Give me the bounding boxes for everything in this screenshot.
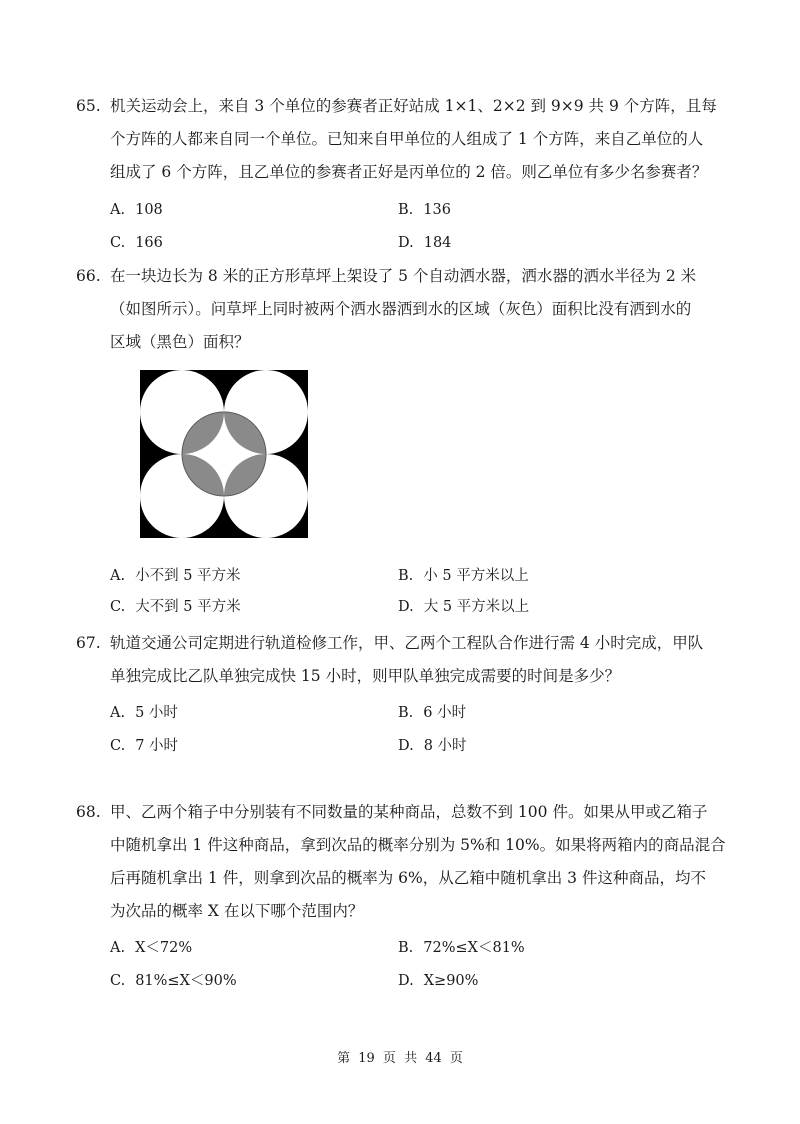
option-b[interactable]: B. 136: [398, 202, 451, 218]
question-text-line: （如图所示）。问草坪上同时被两个洒水器洒到水的区域（灰色）面积比没有洒到水的: [110, 300, 692, 318]
option-a[interactable]: A. X＜72%: [110, 940, 193, 956]
question-number: 68.: [76, 803, 101, 821]
question-text-line: 个方阵的人都来自同一个单位。已知来自甲单位的人组成了 1 个方阵，来自乙单位的人: [110, 130, 704, 148]
question-number: 65.: [76, 97, 101, 115]
question-text-line: 组成了 6 个方阵，且乙单位的参赛者正好是丙单位的 2 倍。则乙单位有多少名参赛者？: [110, 163, 708, 181]
question-text-line: 机关运动会上，来自 3 个单位的参赛者正好站成 1×1、2×2 到 9×9 共 9 个方阵，且每: [110, 97, 717, 115]
option-a[interactable]: A. 5 小时: [110, 705, 178, 721]
question-text-line: 区域（黑色）面积？: [110, 333, 250, 351]
question-text-line: 后再随机拿出 1 件，则拿到次品的概率为 6%，从乙箱中随机拿出 3 件这种商品，均不: [110, 869, 706, 887]
option-c[interactable]: C. 81%≤X＜90%: [110, 973, 237, 989]
question-number: 66.: [76, 267, 101, 285]
question-text-line: 在一块边长为 8 米的正方形草坪上架设了 5 个自动洒水器，洒水器的洒水半径为 2 米: [110, 267, 697, 285]
option-d[interactable]: D. 大 5 平方米以上: [398, 599, 530, 615]
option-b[interactable]: B. 6 小时: [398, 705, 467, 721]
option-d[interactable]: D. X≥90%: [398, 973, 479, 989]
option-a[interactable]: A. 小不到 5 平方米: [110, 568, 241, 584]
option-d[interactable]: D. 184: [398, 235, 452, 251]
question-text-line: 单独完成比乙队单独完成快 15 小时，则甲队单独完成需要的时间是多少？: [110, 667, 621, 685]
sprinkler-diagram: [140, 370, 308, 538]
question-text-line: 中随机拿出 1 件这种商品，拿到次品的概率分别为 5%和 10%。如果将两箱内的商品混合: [110, 836, 726, 854]
option-a[interactable]: A. 108: [110, 202, 163, 218]
option-c[interactable]: C. 166: [110, 235, 163, 251]
question-text-line: 为次品的概率 X 在以下哪个范围内？: [110, 902, 364, 920]
option-c[interactable]: C. 大不到 5 平方米: [110, 599, 241, 615]
option-d[interactable]: D. 8 小时: [398, 738, 467, 754]
question-text-line: 甲、乙两个箱子中分别装有不同数量的某种商品，总数不到 100 件。如果从甲或乙箱子: [110, 803, 708, 821]
option-b[interactable]: B. 72%≤X＜81%: [398, 940, 525, 956]
question-text-line: 轨道交通公司定期进行轨道检修工作，甲、乙两个工程队合作进行需 4 小时完成，甲队: [110, 634, 704, 652]
option-c[interactable]: C. 7 小时: [110, 738, 179, 754]
question-number: 67.: [76, 634, 101, 652]
page-footer: 第 19 页 共 44 页: [337, 1051, 463, 1066]
option-b[interactable]: B. 小 5 平方米以上: [398, 568, 529, 584]
